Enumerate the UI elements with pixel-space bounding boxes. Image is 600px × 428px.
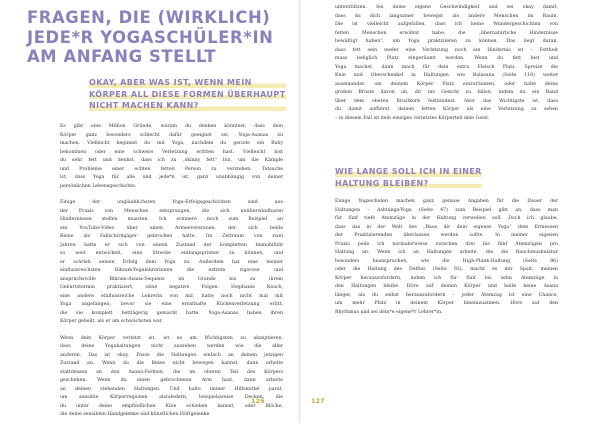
right-body-text-top xyxy=(335,4,558,131)
body-paragraph xyxy=(335,198,558,317)
section-heading-duration xyxy=(335,166,482,189)
body-line: stattdessen an den Asana-Formen, die im oberen Teil des Körpers xyxy=(60,369,283,375)
body-line: Beine als Fallschirmjäger gebrochen hatte. Im Zeitraum von zwei xyxy=(60,234,283,239)
body-line: um sensible Körperregionen abzufedern, beispielsweise Decken, die xyxy=(60,395,283,400)
section-heading-body-forms xyxy=(89,77,286,112)
body-line: du sehr fett und denkst, dass ich zu „skinny fett“ bin, um die Kämpfe xyxy=(60,158,283,163)
body-line: über dem oberen Brustkorb festbindest. Aber das Wichtigste ist, dass xyxy=(335,98,558,104)
chapter-title-line: FRAGEN, DIE (WIRKLICH) xyxy=(27,8,271,27)
body-line: du unter deine empfindlichen Knie schieben kannst, oder Blöcke, xyxy=(60,403,283,409)
body-line: dass das in der Welt des „Baus dir dein eigenes Yoga“ dem Ermessen xyxy=(335,224,558,230)
body-line: einflussreichsten Bikram-Yogalehrerinnen die extrem rigorose und xyxy=(60,268,283,273)
body-line: Körper geheilt, als er am schwächsten war. xyxy=(60,319,163,324)
section-heading-line: NICHT MACHEN KANN? xyxy=(89,101,199,111)
body-line: so weit entwickelt, eine Strecke entlangsprinten zu können, und xyxy=(60,251,283,256)
chapter-title-line: AM ANFANG STELLT xyxy=(27,47,217,66)
body-line: den Haltungen bleibe. Höre auf deinen Körper und halte keine Asana xyxy=(335,284,558,289)
section-heading-line: KÖRPER ALL DIESE FORMEN ÜBERHAUPT xyxy=(89,89,286,99)
body-line: Yoga angefangen, bevor sie eine ernsthafte Rückenverletzung erlitt, xyxy=(60,302,283,307)
body-paragraph xyxy=(60,199,283,327)
body-line: der Praktizierenden überlassen werden sollte. In meiner eigenen xyxy=(335,233,558,238)
body-paragraph xyxy=(60,335,283,420)
body-paragraph xyxy=(60,123,283,191)
body-line: Hindernissen stellen mussten. Ich erinnere mich zum Beispiel an xyxy=(60,217,283,222)
body-line: persönlichen Lebensgeschichte. xyxy=(60,183,137,189)
body-line: an deinen stehenden Haltungen. Und halte immer Hilfsmittel parat, xyxy=(60,386,283,392)
body-line: machen. Vielleicht beginnst du mit Yoga, nachdem du gerade ein Baby xyxy=(60,141,283,146)
body-line: Körper herauszufordern, indem ich für fünf bis zehn Atemzüge in xyxy=(335,275,558,281)
body-line: auseinander, um deinem Körper Platz einzuräumen, oder halte deine xyxy=(335,81,558,87)
body-line: er schrieb seinen Erfolg dem Yoga zu. Außerdem hat eine meiner xyxy=(60,259,283,265)
body-line: Yoga machst, dann mach für dein extra Fleisch Platz. Spreize die xyxy=(335,64,558,70)
body-line: unterstützen. Sei deine eigene Geschwindigkeit und sei okay damit, xyxy=(335,5,558,10)
body-line: und Probleme einer echten fetten Person zu verstehen. Tatsache xyxy=(60,166,283,172)
body-line: anderen. Das ist okay. Passe die Haltungen einfach an deinen jetzigen xyxy=(60,352,283,358)
body-line: anspruchsvolle Bikram-Asana-Sequenz im Grunde bis zu ihrem xyxy=(60,276,283,282)
body-line: dass du dich langsamer bewegst als andere Menschen im Raum. xyxy=(335,13,558,19)
body-line: Knie und Oberschenkel in Haltungen wie Balasana (Seite 118) weiter xyxy=(335,73,558,78)
body-line: Körper ganz besonders schlecht dafür geeignet sei, Yoga-Asanas zu xyxy=(60,132,283,138)
body-line: Wenn dein Körper verletzt ist, ist es am Wichtigsten zu akzeptieren, xyxy=(60,335,283,341)
body-line: eine andere einflussreiche Lehrerin von mir, hatte noch nicht mal mit xyxy=(60,293,283,299)
body-line: geschehen. Wenn du einen gebrochenen Arm hast, dann arbeite xyxy=(60,378,283,383)
body-line: ein YouTube-Video über einen Armeeveteranen, der sich beide xyxy=(60,225,283,231)
left-page xyxy=(0,0,299,423)
body-line: Haltung an. Wenn ich an Haltungen arbeite, die die Bauchmuskulatur xyxy=(335,250,558,255)
body-line: Die ist vielleicht aufgefallen, dass ich keine Wundergeschichten von xyxy=(335,22,558,27)
right-page xyxy=(301,0,600,423)
chapter-title xyxy=(27,8,292,67)
body-line: fetten Menschen erwähnt habe, die „übernatürliche Hindernisse xyxy=(335,30,558,36)
body-line: bekommen oder eine schwere Verletzung erlitten hast. Vielleicht bist xyxy=(60,149,283,155)
body-line: muss lediglich Platz eingeräumt werden. Wenn du fett bist und xyxy=(335,56,558,61)
body-line: für fünf tiefe Atemzüge in der Haltung verweilen soll. Doch ich glaube, xyxy=(335,216,558,221)
body-line: bewältigt haben“, um Yoga praktizieren zu können. Das liegt daran, xyxy=(335,39,558,44)
body-paragraph xyxy=(335,4,558,123)
section-heading-line: HALTUNG BLEIBEN? xyxy=(335,178,429,188)
right-body-text-bottom xyxy=(335,198,558,325)
body-line: ist, dass Yoga für alle und jede*n ist, ganz unabhängig von deiner xyxy=(60,175,283,180)
page-number-left: 126 xyxy=(251,398,265,405)
body-line: großen Brüste davon ab, dir ins Gesicht zu fallen, indem du ein Band xyxy=(335,90,558,95)
body-line: die deine sensiblen Handgelenke und künstlichen Hüftgelenke xyxy=(60,412,210,417)
section-heading-line: WIE LANGE SOLL ICH IN EINER xyxy=(335,167,482,176)
body-line: die sie komplett bettlägerig gemacht hatte. Yoga-Asanas haben ihren xyxy=(60,310,283,316)
body-line: dass deine Yogahaltungen nicht aussehen werden wie die aller xyxy=(60,344,283,349)
body-line: um mehr Platz in deinem Körper hineinzuatmen. Höre auf den xyxy=(335,301,558,306)
body-line: Es gibt eine Million Gründe, warum du denken könntest, dass dein xyxy=(60,124,283,129)
body-line: besonders beanspruchen, wie die High-Plank-Haltung (Seite 86) xyxy=(335,258,558,264)
body-line: oder die Haltung des Delfins (Seite 92), macht es mir Spaß, meinen xyxy=(335,267,558,272)
page-number-right: 127 xyxy=(311,398,325,405)
body-line: Rhythmus und sei dein*e eigene*r Lehrer*in. xyxy=(335,309,443,315)
body-line: der Praxis von Menschen entsprungen, die sich unüberwindbaren xyxy=(60,208,283,214)
body-line: du damit aufhörst, deinen fetten Körper als eine Verletzung zu sehen xyxy=(335,107,558,112)
body-line: Jahren hatte er sich von einem Zustand der kompletten Immobilität xyxy=(60,242,283,248)
chapter-title-line: JEDE*R YOGASCHÜLER*IN xyxy=(27,27,274,47)
body-line: Geburtstermin praktiziert, ohne negative Folgen. Stephanie Keach, xyxy=(60,285,283,290)
body-line: Einige der ungläublichsten Yoga-Erfolgsgeschichten sind aus xyxy=(60,200,283,205)
body-line: Zustand an. Wenn du die Beine nicht bewegen kannst, dann arbeite xyxy=(60,361,283,366)
body-line: Praxis peile ich normalerweise zwischen drei bis fünf Atemzügen pro xyxy=(335,241,558,247)
body-line: dass fett sein weder eine Verletzung noch ein Hindernis ist – Fettheit xyxy=(335,47,558,53)
left-body-text xyxy=(60,123,283,428)
body-line: Einige Yogaschulen machen ganz genaue Angaben für die Dauer der xyxy=(335,199,558,204)
body-line: länger, als du selbst herauszufordern – jeder Atemzug ist eine Chance, xyxy=(335,292,558,298)
body-line: – in diesem Fall ist dein einziges verletztes Körperteil dein Geist. xyxy=(335,115,490,121)
section-heading-line: OKAY, ABER WAS IST, WENN MEIN xyxy=(89,78,252,87)
body-line: Haltungen – Ashtanga-Yoga (Seite 47) zum Beispiel gibt an, dass man xyxy=(335,207,558,213)
